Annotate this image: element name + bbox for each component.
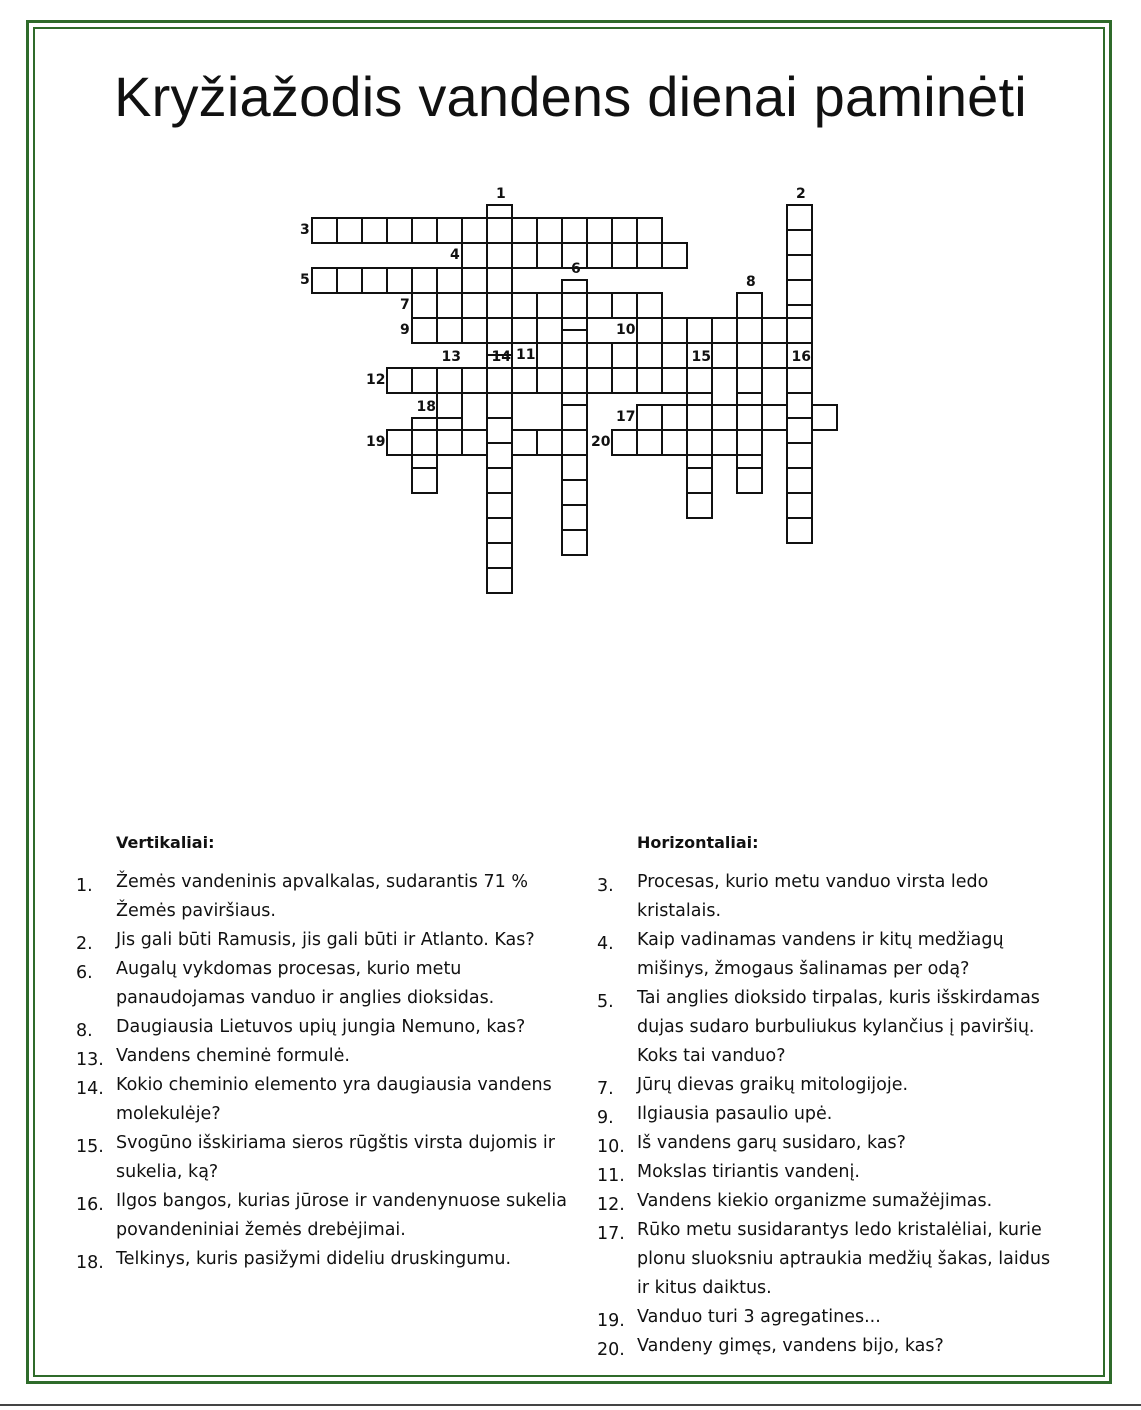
clue-number: 15. xyxy=(76,1137,104,1157)
crossword-cell[interactable] xyxy=(536,429,563,456)
crossword-cell[interactable] xyxy=(436,292,463,319)
crossword-cell[interactable] xyxy=(511,242,538,269)
crossword-cell[interactable] xyxy=(686,492,713,519)
clue-number-7: 7 xyxy=(400,296,410,313)
crossword-cell[interactable] xyxy=(611,242,638,269)
crossword-cell[interactable] xyxy=(786,517,813,544)
clue-text: Jis gali būti Ramusis, jis gali būti ir Atlanto. Kas? xyxy=(116,930,535,950)
clue-number-17: 17 xyxy=(616,409,636,425)
clue-number: 12. xyxy=(597,1195,625,1215)
crossword-cell[interactable] xyxy=(511,217,538,244)
crossword-cell[interactable] xyxy=(486,392,513,419)
crossword-cell[interactable] xyxy=(611,292,638,319)
vertical-clue xyxy=(76,868,576,926)
crossword-cell[interactable] xyxy=(486,242,513,269)
crossword-cell[interactable] xyxy=(661,404,688,431)
clue-text: Vandens kiekio organizme sumažėjimas. xyxy=(637,1191,993,1211)
crossword-cell[interactable] xyxy=(461,429,488,456)
crossword-cell[interactable] xyxy=(661,242,688,269)
clue-text: Kaip vadinamas vandens ir kitų medžiagų mišinys, žmogaus šalinamas per odą? xyxy=(637,930,1004,979)
clue-number: 5. xyxy=(597,992,614,1012)
crossword-cell[interactable] xyxy=(736,429,763,456)
crossword-cell[interactable] xyxy=(361,267,388,294)
crossword-cell[interactable] xyxy=(436,317,463,344)
crossword-cell[interactable] xyxy=(386,367,413,394)
clue-number: 13. xyxy=(76,1050,104,1070)
crossword-cell[interactable] xyxy=(736,292,763,319)
crossword-cell[interactable] xyxy=(461,292,488,319)
clue-text: Vandeny gimęs, vandens bijo, kas? xyxy=(637,1336,944,1356)
vertical-clue xyxy=(76,1042,576,1071)
crossword-cell[interactable] xyxy=(386,429,413,456)
crossword-cell[interactable] xyxy=(686,317,713,344)
crossword-cell[interactable] xyxy=(636,217,663,244)
crossword-cell[interactable] xyxy=(536,217,563,244)
clue-number: 1. xyxy=(76,876,93,896)
crossword-cell[interactable] xyxy=(586,367,613,394)
crossword-cell[interactable] xyxy=(486,442,513,469)
crossword-cell[interactable] xyxy=(536,342,563,369)
crossword-cell[interactable] xyxy=(636,317,663,344)
horizontal-clue xyxy=(597,1303,1067,1332)
crossword-cell[interactable] xyxy=(536,367,563,394)
clue-number-18: 18 xyxy=(416,398,436,415)
crossword-cell[interactable] xyxy=(736,317,763,344)
crossword-cell[interactable] xyxy=(486,217,513,244)
horizontal-clue xyxy=(597,1332,1067,1361)
clue-number: 16. xyxy=(76,1195,104,1215)
crossword-cell[interactable] xyxy=(436,392,463,419)
clue-text: Telkinys, kuris pasižymi dideliu druskingumu. xyxy=(116,1249,512,1269)
clue-number: 18. xyxy=(76,1253,104,1273)
crossword-cell[interactable] xyxy=(486,317,513,344)
horizontal-clue xyxy=(597,1158,1067,1187)
horizontal-clue xyxy=(597,868,1067,926)
page-title: Kryžiažodis vandens dienai paminėti xyxy=(114,65,1027,128)
clue-text: Ilgiausia pasaulio upė. xyxy=(637,1104,833,1124)
crossword-cell[interactable] xyxy=(561,529,588,556)
clue-text: Procesas, kurio metu vanduo virsta ledo kristalais. xyxy=(637,872,989,921)
clue-text: Mokslas tiriantis vandenį. xyxy=(637,1162,860,1182)
crossword-cell[interactable] xyxy=(536,292,563,319)
bottom-divider xyxy=(0,1404,1141,1406)
crossword-cell[interactable] xyxy=(786,229,813,256)
crossword-cell[interactable] xyxy=(786,279,813,306)
crossword-cell[interactable] xyxy=(561,292,588,319)
crossword-cell[interactable] xyxy=(486,542,513,569)
crossword-cell[interactable] xyxy=(561,504,588,531)
crossword-cell[interactable] xyxy=(611,342,638,369)
clue-text: Augalų vykdomas procesas, kurio metu panaudojamas vanduo ir anglies dioksidas. xyxy=(116,959,495,1008)
crossword-cell[interactable] xyxy=(411,467,438,494)
crossword-cell[interactable] xyxy=(611,217,638,244)
horizontal-clue xyxy=(597,984,1067,1071)
crossword-cell[interactable] xyxy=(611,429,638,456)
crossword-cell[interactable] xyxy=(336,217,363,244)
clue-text: Kokio cheminio elemento yra daugiausia vandens molekulėje? xyxy=(116,1075,552,1124)
clue-text: Vandens cheminė formulė. xyxy=(116,1046,350,1066)
crossword-cell[interactable] xyxy=(686,429,713,456)
crossword-cell[interactable] xyxy=(636,292,663,319)
crossword-cell[interactable] xyxy=(361,217,388,244)
crossword-cell[interactable] xyxy=(486,367,513,394)
clue-number: 4. xyxy=(597,934,614,954)
crossword-cell[interactable] xyxy=(336,267,363,294)
crossword-cell[interactable] xyxy=(386,217,413,244)
clue-text: Svogūno išskiriama sieros rūgštis virsta dujomis ir sukelia, ką? xyxy=(116,1133,555,1182)
crossword-cell[interactable] xyxy=(586,217,613,244)
crossword-cell[interactable] xyxy=(486,292,513,319)
crossword-cell[interactable] xyxy=(636,429,663,456)
crossword-cell[interactable] xyxy=(461,217,488,244)
clue-text: Daugiausia Lietuvos upių jungia Nemuno, kas? xyxy=(116,1017,526,1037)
crossword-cell[interactable] xyxy=(686,404,713,431)
clue-number-4: 4 xyxy=(450,246,460,263)
crossword-cell[interactable] xyxy=(411,429,438,456)
crossword-cell[interactable] xyxy=(636,367,663,394)
crossword-cell[interactable] xyxy=(586,242,613,269)
crossword-cell[interactable] xyxy=(636,404,663,431)
crossword-cell[interactable] xyxy=(736,467,763,494)
horizontal-clues-list xyxy=(597,868,1067,1361)
clue-number: 3. xyxy=(597,876,614,896)
clue-number-2: 2 xyxy=(796,186,806,202)
clue-number: 11. xyxy=(597,1166,625,1186)
clue-number-9: 9 xyxy=(400,321,410,338)
crossword-cell[interactable] xyxy=(411,367,438,394)
horizontal-clue xyxy=(597,1071,1067,1100)
crossword-cell[interactable] xyxy=(786,492,813,519)
crossword-cell[interactable] xyxy=(786,367,813,394)
horizontal-clue xyxy=(597,1100,1067,1129)
clue-text: Iš vandens garų susidaro, kas? xyxy=(637,1133,906,1153)
crossword-cell[interactable] xyxy=(311,217,338,244)
crossword-cell[interactable] xyxy=(786,467,813,494)
clue-text: Žemės vandeninis apvalkalas, sudarantis 71 % Žemės paviršiaus. xyxy=(116,872,528,921)
crossword-cell[interactable] xyxy=(436,367,463,394)
crossword-cell[interactable] xyxy=(486,492,513,519)
crossword-cell[interactable] xyxy=(511,367,538,394)
clue-number-10: 10 xyxy=(616,321,636,338)
crossword-cell[interactable] xyxy=(511,292,538,319)
crossword-cell[interactable] xyxy=(511,317,538,344)
vertical-clue xyxy=(76,1245,576,1274)
clue-number-6: 6 xyxy=(571,261,581,277)
crossword-cell[interactable] xyxy=(661,367,688,394)
crossword-cell[interactable] xyxy=(561,429,588,456)
crossword-cell[interactable] xyxy=(736,404,763,431)
clue-number-14: 14 xyxy=(491,348,511,365)
clue-number-13: 13 xyxy=(441,348,461,365)
vertical-clue xyxy=(76,1013,576,1042)
clue-number: 17. xyxy=(597,1224,625,1244)
crossword-cell[interactable] xyxy=(411,267,438,294)
clue-number: 9. xyxy=(597,1108,614,1128)
clue-number: 2. xyxy=(76,934,93,954)
clue-text: Vanduo turi 3 agregatines... xyxy=(637,1307,881,1327)
crossword-cell[interactable] xyxy=(561,217,588,244)
crossword-cell[interactable] xyxy=(786,317,813,344)
vertical-clue xyxy=(76,926,576,955)
crossword-cell[interactable] xyxy=(411,317,438,344)
clue-number: 14. xyxy=(76,1079,104,1099)
crossword-cell[interactable] xyxy=(786,417,813,444)
crossword-cell[interactable] xyxy=(736,342,763,369)
crossword-cell[interactable] xyxy=(761,317,788,344)
clue-number: 7. xyxy=(597,1079,614,1099)
crossword-cell[interactable] xyxy=(786,442,813,469)
crossword-cell[interactable] xyxy=(436,217,463,244)
clue-number-3: 3 xyxy=(300,221,310,238)
horizontal-clue xyxy=(597,1129,1067,1158)
crossword-cell[interactable] xyxy=(761,404,788,431)
clue-number-1: 1 xyxy=(496,186,506,202)
clue-number-19: 19 xyxy=(366,434,386,450)
clue-number-16: 16 xyxy=(791,348,811,365)
clue-number-20: 20 xyxy=(591,434,611,450)
clue-number-11: 11 xyxy=(516,346,536,363)
crossword-cell[interactable] xyxy=(436,429,463,456)
vertical-clue xyxy=(76,1187,576,1245)
crossword-cell[interactable] xyxy=(461,367,488,394)
clue-number: 8. xyxy=(76,1021,93,1041)
crossword-cell[interactable] xyxy=(786,392,813,419)
crossword-cell[interactable] xyxy=(486,517,513,544)
crossword-cell[interactable] xyxy=(586,342,613,369)
clue-text: Tai anglies dioksido tirpalas, kuris išskirdamas dujas sudaro burbuliukus kylančius į paviršių. Koks tai vanduo? xyxy=(637,988,1040,1066)
vertical-clue xyxy=(76,1129,576,1187)
clue-text: Rūko metu susidarantys ledo kristalėliai, kurie plonu sluoksniu aptraukia medžių šakas, laidus ir kitus daiktus. xyxy=(637,1220,1051,1298)
vertical-clues-list xyxy=(76,868,576,1274)
crossword-cell[interactable] xyxy=(486,417,513,444)
crossword-cell[interactable] xyxy=(561,367,588,394)
crossword-cell[interactable] xyxy=(561,479,588,506)
clue-number-8: 8 xyxy=(746,273,756,290)
crossword-cell[interactable] xyxy=(511,429,538,456)
crossword-cell[interactable] xyxy=(686,367,713,394)
horizontal-clues-heading: Horizontaliai: xyxy=(637,833,759,852)
crossword-cell[interactable] xyxy=(686,467,713,494)
horizontal-clue xyxy=(597,926,1067,984)
crossword-cell[interactable] xyxy=(561,454,588,481)
crossword-cell[interactable] xyxy=(586,292,613,319)
crossword-cell[interactable] xyxy=(711,342,738,369)
clue-number: 6. xyxy=(76,963,93,983)
crossword-cell[interactable] xyxy=(486,467,513,494)
crossword-cell[interactable] xyxy=(711,404,738,431)
crossword-cell[interactable] xyxy=(661,342,688,369)
vertical-clue xyxy=(76,1071,576,1129)
crossword-cell[interactable] xyxy=(486,267,513,294)
crossword-cell[interactable] xyxy=(786,204,813,231)
crossword-cell[interactable] xyxy=(411,217,438,244)
crossword-cell[interactable] xyxy=(461,267,488,294)
crossword-cell[interactable] xyxy=(636,242,663,269)
crossword-cell[interactable] xyxy=(461,317,488,344)
clue-text: Jūrų dievas graikų mitologijoje. xyxy=(637,1075,909,1095)
crossword-cell[interactable] xyxy=(561,404,588,431)
clue-number-15: 15 xyxy=(691,348,711,365)
vertical-clue xyxy=(76,955,576,1013)
crossword-cell[interactable] xyxy=(661,317,688,344)
crossword-cell[interactable] xyxy=(461,242,488,269)
clue-number: 20. xyxy=(597,1340,625,1360)
crossword-cell[interactable] xyxy=(311,267,338,294)
clue-number: 10. xyxy=(597,1137,625,1157)
crossword-cell[interactable] xyxy=(711,429,738,456)
horizontal-clue xyxy=(597,1187,1067,1216)
crossword-cell[interactable] xyxy=(736,367,763,394)
crossword-cell[interactable] xyxy=(611,367,638,394)
clue-number: 19. xyxy=(597,1311,625,1331)
vertical-clues-heading: Vertikaliai: xyxy=(116,833,215,852)
crossword-cell[interactable] xyxy=(711,317,738,344)
crossword-cell[interactable] xyxy=(486,567,513,594)
crossword-cell[interactable] xyxy=(436,267,463,294)
horizontal-clue xyxy=(597,1216,1067,1303)
crossword-cell[interactable] xyxy=(536,242,563,269)
crossword-cell[interactable] xyxy=(786,254,813,281)
clue-text: Ilgos bangos, kurias jūrose ir vandenynuose sukelia povandeniniai žemės drebėjimai. xyxy=(116,1191,567,1240)
clue-number-12: 12 xyxy=(366,371,386,388)
crossword-cell[interactable] xyxy=(411,292,438,319)
crossword-cell[interactable] xyxy=(661,429,688,456)
crossword-cell[interactable] xyxy=(561,342,588,369)
crossword-cell[interactable] xyxy=(386,267,413,294)
crossword-cell[interactable] xyxy=(811,404,838,431)
crossword-cell[interactable] xyxy=(636,342,663,369)
clue-number-5: 5 xyxy=(300,271,310,288)
crossword-cell[interactable] xyxy=(761,342,788,369)
